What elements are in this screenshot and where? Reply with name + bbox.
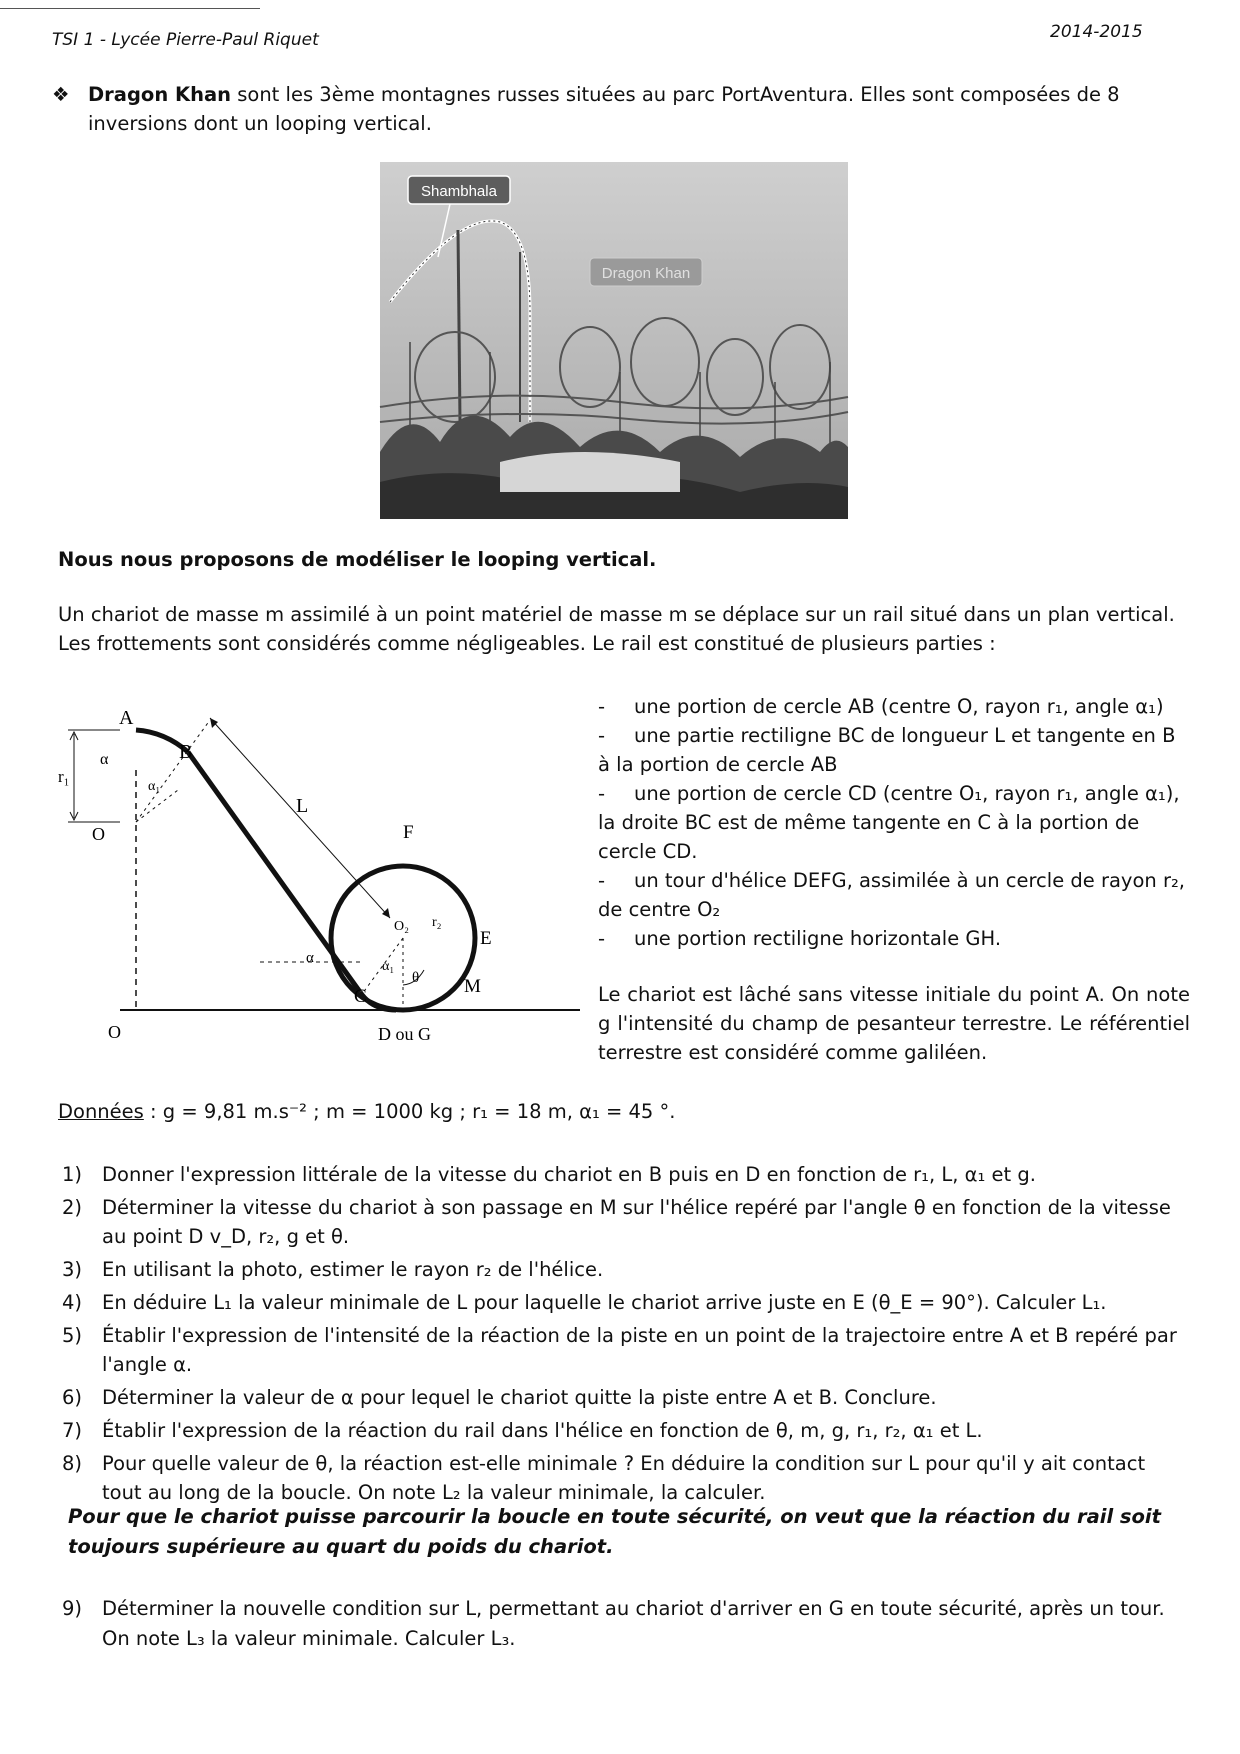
header-left: TSI 1 - Lycée Pierre-Paul Riquet bbox=[52, 30, 319, 50]
rail-parts-list bbox=[598, 692, 1190, 953]
question-9-list bbox=[58, 1594, 1190, 1654]
diamond-bullet-icon: ❖ bbox=[52, 83, 70, 106]
intro-name: Dragon Khan bbox=[88, 83, 232, 106]
question-item: 4) En déduire L₁ la valeur minimale de L pour laquelle le chariot arrive juste en E (θ_E = 90°). Calculer L₁. bbox=[62, 1291, 1107, 1314]
label-L: L bbox=[296, 795, 309, 817]
roller-coaster-photo bbox=[380, 162, 848, 519]
list-item: - une partie rectiligne BC de longueur L et tangente en B à la portion de cercle AB bbox=[598, 724, 1176, 776]
intro-line2: inversions dont un looping vertical. bbox=[88, 112, 432, 135]
label-A: A bbox=[119, 707, 134, 729]
intro bbox=[52, 80, 1182, 138]
label-D-ou-G: D ou G bbox=[378, 1024, 431, 1044]
label-O-top: O bbox=[92, 824, 105, 844]
label-M: M bbox=[464, 976, 481, 997]
header-rule bbox=[0, 8, 260, 9]
label-theta: θ bbox=[412, 970, 420, 986]
question-item: 3) En utilisant la photo, estimer le rayon r₂ de l'hélice. bbox=[62, 1258, 604, 1281]
data-line bbox=[58, 1100, 676, 1123]
safety-statement: Pour que le chariot puisse parcourir la boucle en toute sécurité, on veut que la réaction du rail soit toujours supérieure au quart du poids du chariot. bbox=[68, 1505, 1161, 1558]
section-subhead: Nous nous proposons de modéliser le looping vertical. bbox=[58, 548, 657, 571]
label-alpha: α bbox=[100, 751, 109, 768]
label-F: F bbox=[403, 822, 414, 843]
question-item: 6) Déterminer la valeur de α pour lequel le chariot quitte la piste entre A et B. Conclure. bbox=[62, 1386, 937, 1409]
label-O: O bbox=[108, 1022, 121, 1042]
question-item: 8) Pour quelle valeur de θ, la réaction est-elle minimale ? En déduire la condition sur L pour qu'il y ait contact tout au long de la boucle. On note L₂ la valeur minimale, la calculer. bbox=[62, 1452, 1146, 1504]
label-alpha1-top: α₁ bbox=[148, 779, 161, 794]
donnees-values: : g = 9,81 m.s⁻² ; m = 1000 kg ; r₁ = 18 m, α₁ = 45 °. bbox=[143, 1100, 676, 1123]
label-r1: r₁ bbox=[58, 767, 70, 786]
photo-label-dragon-khan: Dragon Khan bbox=[601, 265, 691, 282]
question-item: 9) Déterminer la nouvelle condition sur L, permettant au chariot d'arriver en G en toute sécurité, après un tour. On note L₃ la valeur minimale. Calculer L₃. bbox=[62, 1597, 1165, 1650]
list-item: - une portion de cercle AB (centre O, rayon r₁, angle α₁) bbox=[598, 695, 1164, 718]
intro-line1: sont les 3ème montagnes russes situées au parc PortAventura. Elles sont composées de 8 bbox=[237, 83, 1120, 106]
donnees-label: Données bbox=[58, 1100, 144, 1123]
question-item: 5) Établir l'expression de l'intensité de la réaction de la piste en un point de la trajectoire entre A et B repéré par l'angle α. bbox=[62, 1324, 1177, 1376]
question-item: 1) Donner l'expression littérale de la vitesse du chariot en B puis en D en fonction de r₁, L, α₁ et g. bbox=[62, 1163, 1036, 1186]
question-item: 7) Établir l'expression de la réaction du rail dans l'hélice en fonction de θ, m, g, r₁, r₂, α₁ et L. bbox=[62, 1419, 983, 1442]
label-O2: O₂ bbox=[394, 919, 409, 934]
list-item: - une portion de cercle CD (centre O₁, rayon r₁, angle α₁), la droite BC est de même tangente en C à la portion de cercle CD. bbox=[598, 782, 1180, 863]
list-item: - un tour d'hélice DEFG, assimilée à un cercle de rayon r₂, de centre O₂ bbox=[598, 869, 1185, 921]
label-B: B bbox=[179, 741, 193, 763]
label-E: E bbox=[480, 928, 492, 949]
release-paragraph: Le chariot est lâché sans vitesse initiale du point A. On note g l'intensité du champ de pesanteur terrestre. Le référentiel terrestre est considéré comme galiléen. bbox=[598, 983, 1190, 1064]
label-alpha1-bottom: α₁ bbox=[382, 959, 395, 974]
label-C: C bbox=[354, 986, 367, 1007]
question-item: 2) Déterminer la vitesse du chariot à son passage en M sur l'hélice repéré par l'angle θ en fonction de la vitesse au point D v_D, r₂, g et θ. bbox=[62, 1196, 1171, 1248]
header-year: 2014-2015 bbox=[1050, 22, 1143, 42]
intro-paragraph: Un chariot de masse m assimilé à un point matériel de masse m se déplace sur un rail situé dans un plan vertical. Les frottements sont considérés comme négligeables. Le rail est constitué de plusieurs parties : bbox=[58, 603, 1175, 655]
photo-label-shambhala: Shambhala bbox=[421, 183, 497, 200]
label-r2: r₂ bbox=[432, 915, 442, 930]
looping-diagram bbox=[60, 700, 580, 1060]
label-alpha1-left: α bbox=[306, 950, 314, 966]
questions-list bbox=[58, 1160, 1190, 1511]
list-item: - une portion rectiligne horizontale GH. bbox=[598, 927, 1002, 950]
